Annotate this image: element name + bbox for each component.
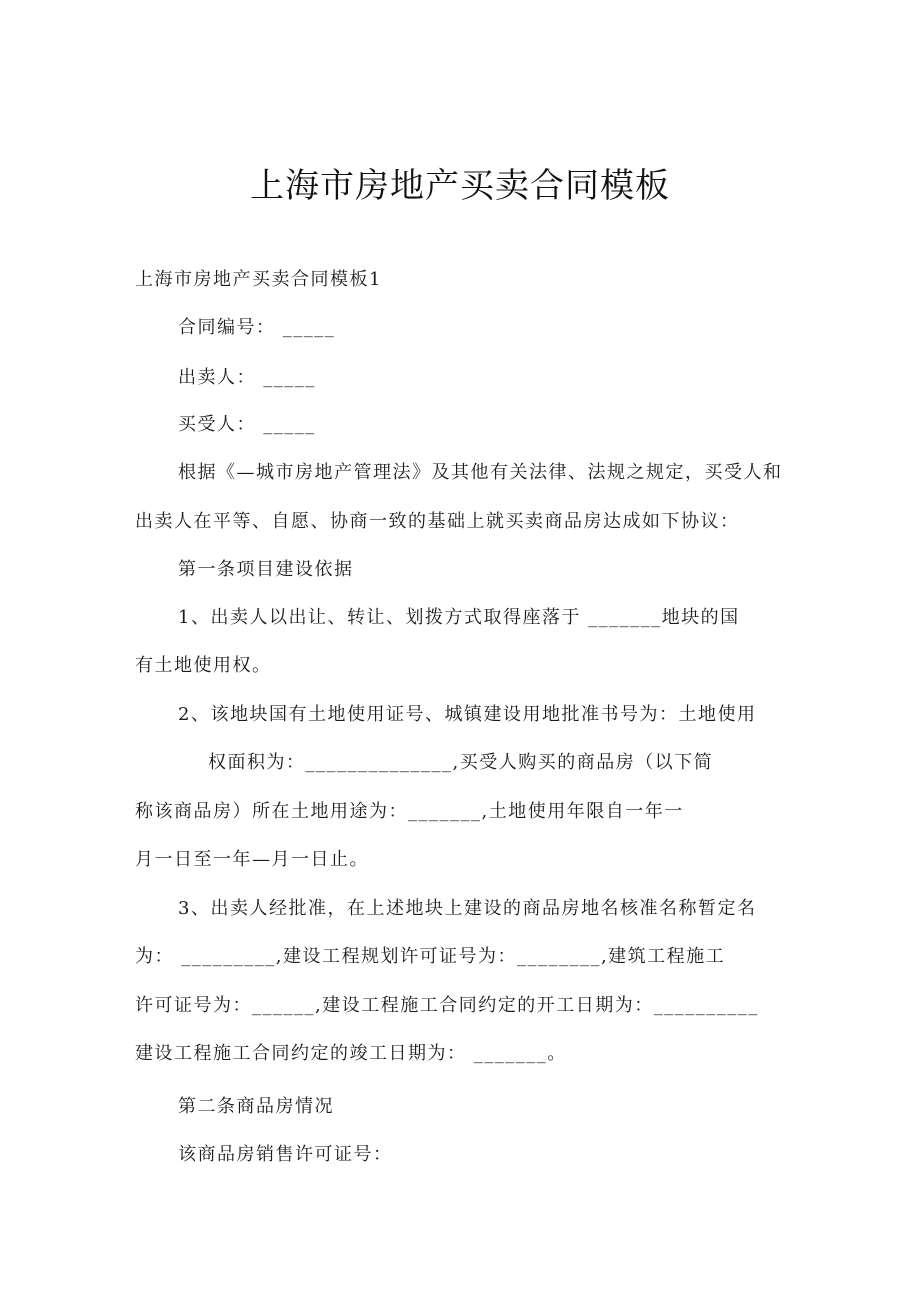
document-title: 上海市房地产买卖合同模板: [250, 166, 670, 206]
article-1-item-1-line-1: 1、出卖人以出让、转让、划拨方式取得座落于 _______地块的国: [178, 607, 740, 628]
seller-line: 出卖人： _____: [178, 367, 316, 388]
article-1-item-2-line-2: 权面积为：______________,买受人购买的商品房（以下简: [208, 752, 714, 773]
contract-number-line: 合同编号： _____: [178, 317, 336, 338]
article-1-item-2-line-4: 月一日至一年—月一日止。: [135, 849, 369, 870]
preamble-line-1: 根据《—城市房地产管理法》及其他有关法律、法规之规定，买受人和: [178, 462, 783, 483]
article-1-item-2-line-1: 2、该地块国有土地使用证号、城镇建设用地批准书号为：土地使用: [178, 704, 757, 725]
preamble-line-2: 出卖人在平等、自愿、协商一致的基础上就买卖商品房达成如下协议：: [135, 511, 740, 532]
article-2-heading: 第二条商品房情况: [178, 1096, 334, 1117]
article-1-item-3-line-2: 为： _________,建设工程规划许可证号为：________,建筑工程施工: [135, 946, 726, 967]
buyer-line: 买受人： _____: [178, 414, 316, 435]
article-1-item-3-line-4: 建设工程施工合同约定的竣工日期为： _______。: [135, 1043, 567, 1064]
article-1-item-1-line-2: 有土地使用权。: [135, 655, 272, 676]
article-1-item-3-line-3: 许可证号为：______,建设工程施工合同约定的开工日期为：__________: [135, 995, 759, 1016]
document-subtitle: 上海市房地产买卖合同模板1: [135, 269, 382, 290]
article-1-item-2-line-3: 称该商品房）所在土地用途为：_______,土地使用年限自一年一: [135, 801, 684, 822]
article-2-sales-permit-line: 该商品房销售许可证号：: [178, 1144, 393, 1165]
article-1-heading: 第一条项目建设依据: [178, 559, 354, 580]
article-1-item-3-line-1: 3、出卖人经批准，在上述地块上建设的商品房地名核准名称暂定名: [178, 898, 757, 919]
